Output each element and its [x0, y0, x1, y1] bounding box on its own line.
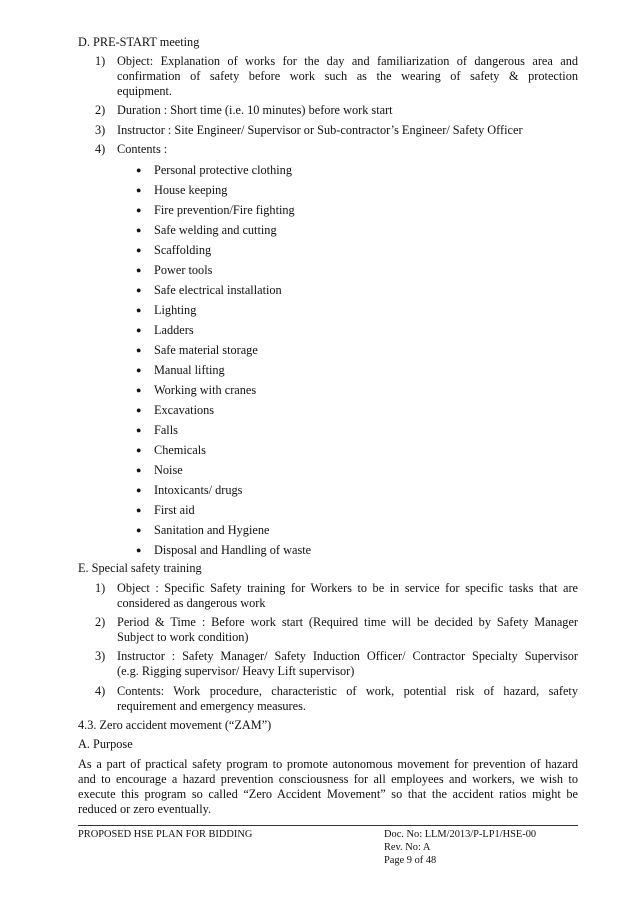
item-text: Object : Specific Safety training for Workers to be in service for specific tasks that are — [117, 581, 578, 595]
purpose-subheading: A. Purpose — [78, 737, 133, 751]
item-text: Period & Time : Before work start (Required time will be decided by Safety Manager — [117, 615, 578, 629]
list-item: Chemicals — [154, 443, 206, 457]
bullet-icon: ● — [136, 205, 142, 215]
item-text: Contents : — [117, 142, 168, 156]
list-item: Lighting — [154, 303, 197, 317]
bullet-icon: ● — [136, 245, 142, 255]
bullet-icon: ● — [136, 225, 142, 235]
item-text: Contents: Work procedure, characteristic of work, potential risk of hazard, safety — [117, 684, 578, 698]
paragraph-line: As a part of practical safety program to promote autonomous movement for prevention of hazard — [78, 757, 578, 771]
list-item: Manual lifting — [154, 363, 225, 377]
list-item: Scaffolding — [154, 243, 212, 257]
list-item: Excavations — [154, 403, 215, 417]
item-number: 3) — [95, 649, 106, 663]
paragraph-line: reduced or zero eventually. — [78, 802, 212, 816]
bullet-icon: ● — [136, 425, 142, 435]
bullet-icon: ● — [136, 265, 142, 275]
list-item: Safe material storage — [154, 343, 258, 357]
footer-doc-number: Doc. No: LLM/2013/P-LP1/HSE-00 — [384, 829, 537, 840]
list-item: Intoxicants/ drugs — [154, 483, 243, 497]
list-item: Noise — [154, 463, 183, 477]
item-text: Instructor : Safety Manager/ Safety Induction Officer/ Contractor Specialty Supervisor — [117, 649, 578, 663]
list-item: Safe electrical installation — [154, 283, 282, 297]
item-text: Object: Explanation of works for the day and familiarization of dangerous area and — [117, 54, 578, 68]
bullet-icon: ● — [136, 345, 142, 355]
item-number: 2) — [95, 615, 106, 629]
item-text: Duration : Short time (i.e. 10 minutes) before work start — [117, 103, 393, 117]
item-number: 4) — [95, 142, 106, 156]
list-item: Falls — [154, 423, 178, 437]
item-text: Subject to work condition) — [117, 630, 249, 644]
bullet-icon: ● — [136, 525, 142, 535]
list-item: Safe welding and cutting — [154, 223, 277, 237]
item-text: requirement and emergency measures. — [117, 699, 306, 713]
bullet-icon: ● — [136, 165, 142, 175]
list-item: Working with cranes — [154, 383, 257, 397]
list-item: House keeping — [154, 183, 228, 197]
bullet-icon: ● — [136, 185, 142, 195]
item-text: equipment. — [117, 84, 172, 98]
item-text: confirmation of safety before work such as the wearing of safety & protection — [117, 69, 578, 83]
bullet-icon: ● — [136, 385, 142, 395]
item-number: 1) — [95, 54, 106, 68]
bullet-icon: ● — [136, 325, 142, 335]
list-item: Power tools — [154, 263, 213, 277]
list-item: First aid — [154, 503, 195, 517]
section-e-title: E. Special safety training — [78, 561, 202, 575]
section-d-title: D. PRE-START meeting — [78, 35, 200, 49]
bullet-icon: ● — [136, 285, 142, 295]
bullet-icon: ● — [136, 305, 142, 315]
list-item: Fire prevention/Fire fighting — [154, 203, 295, 217]
bullet-icon: ● — [136, 465, 142, 475]
item-number: 2) — [95, 103, 106, 117]
list-item: Disposal and Handling of waste — [154, 543, 312, 557]
paragraph-line: and to encourage a hazard prevention consciousness for all employees and workers, we wish to — [78, 772, 578, 786]
bullet-icon: ● — [136, 485, 142, 495]
item-text: Instructor : Site Engineer/ Supervisor or Sub-contractor’s Engineer/ Safety Officer — [117, 123, 523, 137]
bullet-icon: ● — [136, 505, 142, 515]
paragraph-line: execute this program so called “Zero Accident Movement” so that the accident ratios might be — [78, 787, 578, 801]
bullet-icon: ● — [136, 405, 142, 415]
list-item: Personal protective clothing — [154, 163, 292, 177]
list-item: Ladders — [154, 323, 194, 337]
footer-revision: Rev. No: A — [384, 842, 431, 853]
list-item: Sanitation and Hygiene — [154, 523, 270, 537]
bullet-icon: ● — [136, 545, 142, 555]
footer-divider — [78, 825, 578, 826]
bullet-icon: ● — [136, 365, 142, 375]
item-number: 4) — [95, 684, 106, 698]
item-number: 3) — [95, 123, 106, 137]
bullet-icon: ● — [136, 445, 142, 455]
item-number: 1) — [95, 581, 106, 595]
footer-title: PROPOSED HSE PLAN FOR BIDDING — [78, 829, 253, 840]
item-text: (e.g. Rigging supervisor/ Heavy Lift supervisor) — [117, 664, 355, 678]
item-text: considered as dangerous work — [117, 596, 266, 610]
footer-page-number: Page 9 of 48 — [384, 855, 437, 866]
section-4-3-heading: 4.3. Zero accident movement (“ZAM”) — [78, 718, 272, 732]
